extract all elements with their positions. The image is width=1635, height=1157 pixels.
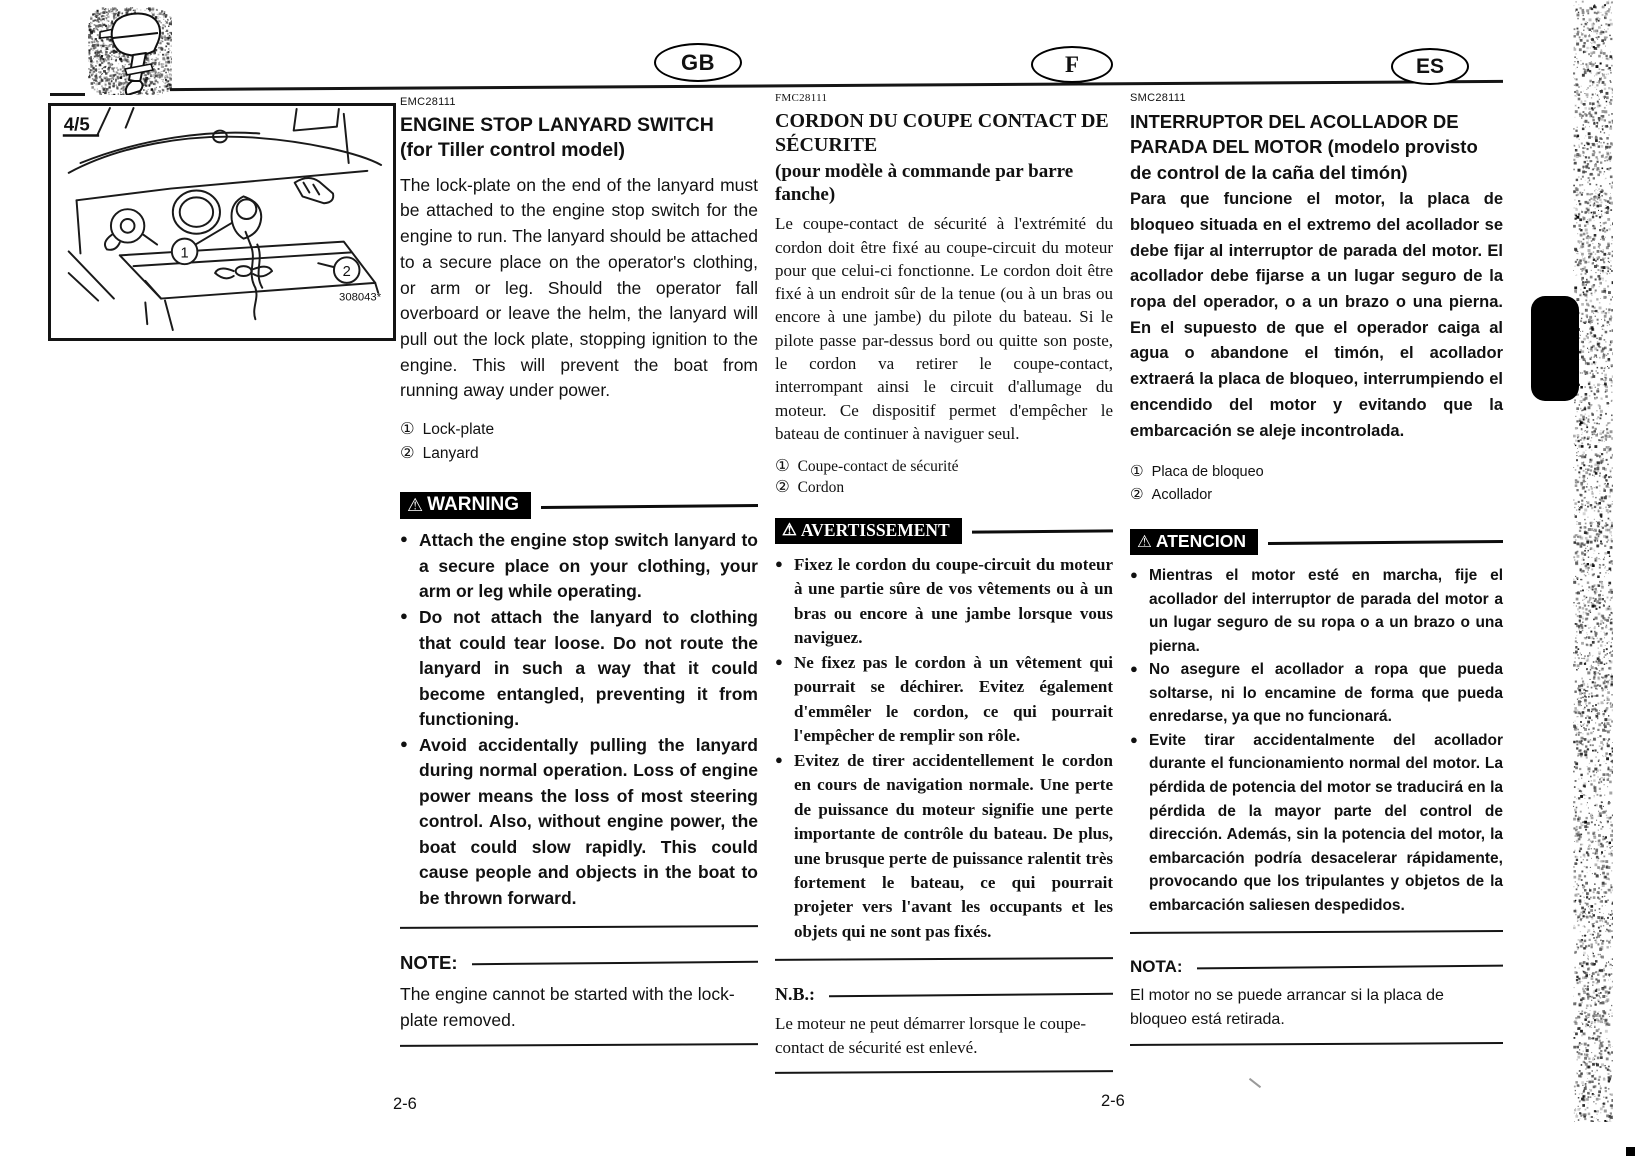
circled-number: ① — [400, 420, 415, 439]
scan-artifact — [1249, 1078, 1261, 1088]
figure-part-code: 308043* — [339, 291, 382, 304]
column-spanish — [1130, 92, 1503, 1045]
warning-header — [775, 518, 1113, 544]
engine-stop-switch-figure — [48, 103, 396, 341]
warning-label-text: WARNING — [427, 494, 519, 516]
section-title: ENGINE STOP LANYARD SWITCH — [400, 114, 714, 136]
list-item — [775, 553, 1113, 651]
rule — [1197, 965, 1503, 970]
circled-number: ① — [1130, 463, 1144, 481]
badge-f-label: F — [1064, 51, 1080, 77]
circled-number: ② — [1130, 486, 1144, 504]
note-header — [400, 952, 758, 974]
rule — [400, 925, 758, 929]
outboard-motor-icon — [88, 7, 172, 95]
note-body: Le moteur ne peut démarrer lorsque le coupe-contact de sécurité est enlevé. — [775, 1014, 1087, 1058]
note-label: NOTA: — [1130, 957, 1183, 977]
list-item — [1130, 658, 1503, 729]
rule — [1130, 1042, 1503, 1046]
figure-callout-1: 1 — [180, 245, 189, 262]
figure-page-indicator: 4/5 — [63, 113, 90, 135]
header-rule — [170, 80, 1503, 91]
section-title: INTERRUPTOR DEL ACOLLADOR DE PARADA DEL MOTOR (modelo provisto de control de la caña del timón) — [1130, 111, 1478, 183]
rule — [775, 958, 1113, 962]
bullet-icon: ● — [775, 555, 783, 571]
circled-number: ① — [775, 457, 790, 476]
warning-list — [400, 528, 758, 911]
rule — [829, 993, 1113, 997]
rule — [400, 1043, 758, 1047]
section-body: Para que funcione el motor, la placa de bloqueo situada en el extremo del acollador se debe fijar al interruptor de parada del motor. El acollador debe fijarse a un lugar seguro de la ropa del operador, o a un brazo o una pierna. En el supuesto de que el operador caiga al agua o abandone el timón, el acollador extraerá la placa de bloqueo, interrumpiendo el encendido del motor y evitando que la embarcación se aleje incontrolada. — [1130, 190, 1503, 440]
badge-es-label: ES — [1415, 54, 1444, 78]
list-item-text: Do not attach the lanyard to clothing that could tear loose. Do not route the lanyard in such a way that it could become entangled, preventing it from functioning. — [419, 606, 758, 730]
warning-triangle-icon: ⚠ — [782, 520, 797, 540]
warning-triangle-icon: ⚠ — [1137, 531, 1152, 551]
section-body: The lock-plate on the end of the lanyard must be attached to the engine stop switch for the engine to run. The lanyard should be attached to a secure place on the operator's clothing, or arm or leg. Should the operator fall overboard or leave the helm, the lanyard will pull out the lock plate, stopping ignition to the engine. This will prevent the boat from running away under power. — [400, 174, 758, 401]
list-item-text: Ne fixez pas le cordon à un vêtement qui pourrait se déchirer. Evitez également d'emmêler le cordon, ce qui pourrait l'empêcher de remplir son rôle. — [794, 652, 1113, 746]
warning-header — [1130, 529, 1503, 555]
section-body: Le coupe-contact de sécurité à l'extrémité du cordon doit être fixé au coupe-circuit du moteur pour que celui-ci fonctionne. Le cordon doit être fixé à un endroit sûr de la tenue (ou à un bras ou encore à une jambe) du pilote du bateau. Si le pilote passe par-dessus bord ou quitte son poste, le cordon va retirer le coupe-contact, interrompant ainsi le circuit d'allumage du moteur. Ce dispositif permet d'empêcher le bateau de continuer à naviguer seul. — [775, 214, 1113, 443]
figure-legend — [400, 418, 758, 465]
bullet-icon: ● — [775, 653, 783, 669]
legend-item — [400, 418, 758, 442]
header-rule-left-segment — [50, 93, 85, 96]
figure-callout-2: 2 — [342, 263, 351, 280]
rule — [972, 529, 1113, 533]
warning-header — [400, 492, 758, 519]
column-english — [400, 96, 758, 1046]
note-body: El motor no se puede arrancar si la placa de bloqueo está retirada. — [1130, 987, 1444, 1029]
list-item — [1130, 729, 1503, 917]
section-tab — [1531, 296, 1579, 401]
figure-legend — [1130, 461, 1503, 507]
column-french — [775, 92, 1113, 1073]
language-badge-es — [1391, 48, 1469, 85]
section-subtitle: (for Tiller control model) — [400, 139, 625, 162]
language-badge-gb — [654, 43, 742, 82]
warning-label-text: AVERTISSEMENT — [800, 519, 950, 540]
warning-triangle-icon: ⚠ — [407, 494, 424, 515]
list-item-text: Evitez de tirer accidentellement le cordon en cours de navigation normale. Une perte de puissance du moteur signifie une perte importante de contrôle du bateau. De plus, une brusque perte de puissance ralentit très fortement le bateau, ce qui pourrait projeter vers l'avant les occupants et les objets qui ne sont pas fixés. — [794, 750, 1113, 941]
section-subtitle: (pour modèle à commande par barre fanche) — [775, 161, 1074, 206]
list-item-text: Evite tirar accidentalmente del acollador durante el funcionamiento normal del motor. La pérdida de potencia del motor se traducirá en la pérdida de la mayor parte del control de dirección. Además, sin la potencia del motor, la embarcación podría desacelerar rápidamente, provocando que los tripulantes y objetos de la embarcación saliesen despedidos. — [1149, 731, 1503, 914]
note-body: The engine cannot be started with the lock-plate removed. — [400, 983, 735, 1030]
note-label: NOTE: — [400, 951, 458, 973]
legend-item — [775, 477, 1113, 497]
legend-item — [1130, 484, 1503, 507]
legend-item — [400, 442, 758, 466]
badge-gb-label: GB — [681, 49, 715, 75]
bullet-icon: ● — [1130, 731, 1138, 747]
figure-legend — [775, 456, 1113, 497]
legend-text: Placa de bloqueo — [1151, 464, 1264, 481]
legend-text: Lanyard — [422, 444, 479, 462]
warning-label — [400, 492, 531, 519]
list-item — [1130, 564, 1503, 658]
legend-text: Acollador — [1151, 487, 1213, 504]
corner-mark — [1626, 1147, 1635, 1156]
page-number-left: 2-6 — [393, 1095, 417, 1113]
note-header — [1130, 957, 1503, 977]
list-item-text: Attach the engine stop switch lanyard to a secure place on your clothing, your arm or leg while operating. — [419, 530, 758, 602]
list-item-text: No asegure el acollador a ropa que pueda soltarse, ni lo encamine de forma que pueda enredarse, ya que no funcionará. — [1149, 661, 1503, 726]
rule — [1268, 540, 1503, 545]
bullet-icon: ● — [400, 531, 408, 547]
circled-number: ② — [775, 477, 790, 496]
legend-item — [775, 456, 1113, 476]
list-item — [400, 605, 758, 733]
rule — [472, 960, 758, 964]
list-item — [400, 733, 758, 912]
rule — [541, 504, 758, 508]
list-item-text: Fixez le cordon du coupe-circuit du moteur à une partie sûre de vos vêtements ou à un bras ou encore à une jambe lorsque vous naviguez. — [794, 554, 1113, 648]
list-item — [400, 528, 758, 605]
bullet-icon: ● — [775, 751, 783, 767]
bullet-icon: ● — [400, 735, 408, 751]
section-code: FMC28111 — [775, 92, 828, 104]
list-item-text: Mientras el motor esté en marcha, fije el acollador del interruptor de parada del motor a un lugar seguro de su ropa o a un brazo o una pierna. — [1149, 567, 1503, 655]
warning-label — [775, 518, 962, 544]
legend-text: Cordon — [797, 478, 845, 496]
section-title: CORDON DU COUPE CONTACT DE SÉCURITE — [775, 110, 1109, 156]
bullet-icon: ● — [1130, 567, 1138, 583]
bullet-icon: ● — [1130, 661, 1138, 677]
legend-text: Lock-plate — [422, 421, 495, 439]
warning-label — [1130, 529, 1258, 555]
rule — [1130, 930, 1503, 934]
scan-edge-texture — [1573, 0, 1613, 1122]
list-item — [775, 749, 1113, 945]
section-code: EMC28111 — [400, 96, 456, 108]
language-badge-f — [1031, 46, 1113, 83]
bullet-icon: ● — [400, 607, 408, 623]
list-item — [775, 651, 1113, 749]
warning-list — [1130, 564, 1503, 917]
legend-item — [1130, 461, 1503, 484]
note-header — [775, 984, 1113, 1005]
section-code: SMC28111 — [1130, 92, 1186, 104]
warning-list — [775, 553, 1113, 945]
list-item-text: Avoid accidentally pulling the lanyard during normal operation. Loss of engine power means the loss of most steering control. Also, without engine power, the boat could slow rapidly. This could cause people and objects in the boat to be thrown forward. — [419, 734, 758, 908]
note-label: N.B.: — [775, 984, 815, 1005]
rule — [775, 1070, 1113, 1074]
legend-text: Coupe-contact de sécurité — [797, 458, 959, 476]
circled-number: ② — [400, 443, 415, 462]
warning-label-text: ATENCION — [1155, 531, 1246, 552]
page-number-right: 2-6 — [1101, 1092, 1125, 1110]
